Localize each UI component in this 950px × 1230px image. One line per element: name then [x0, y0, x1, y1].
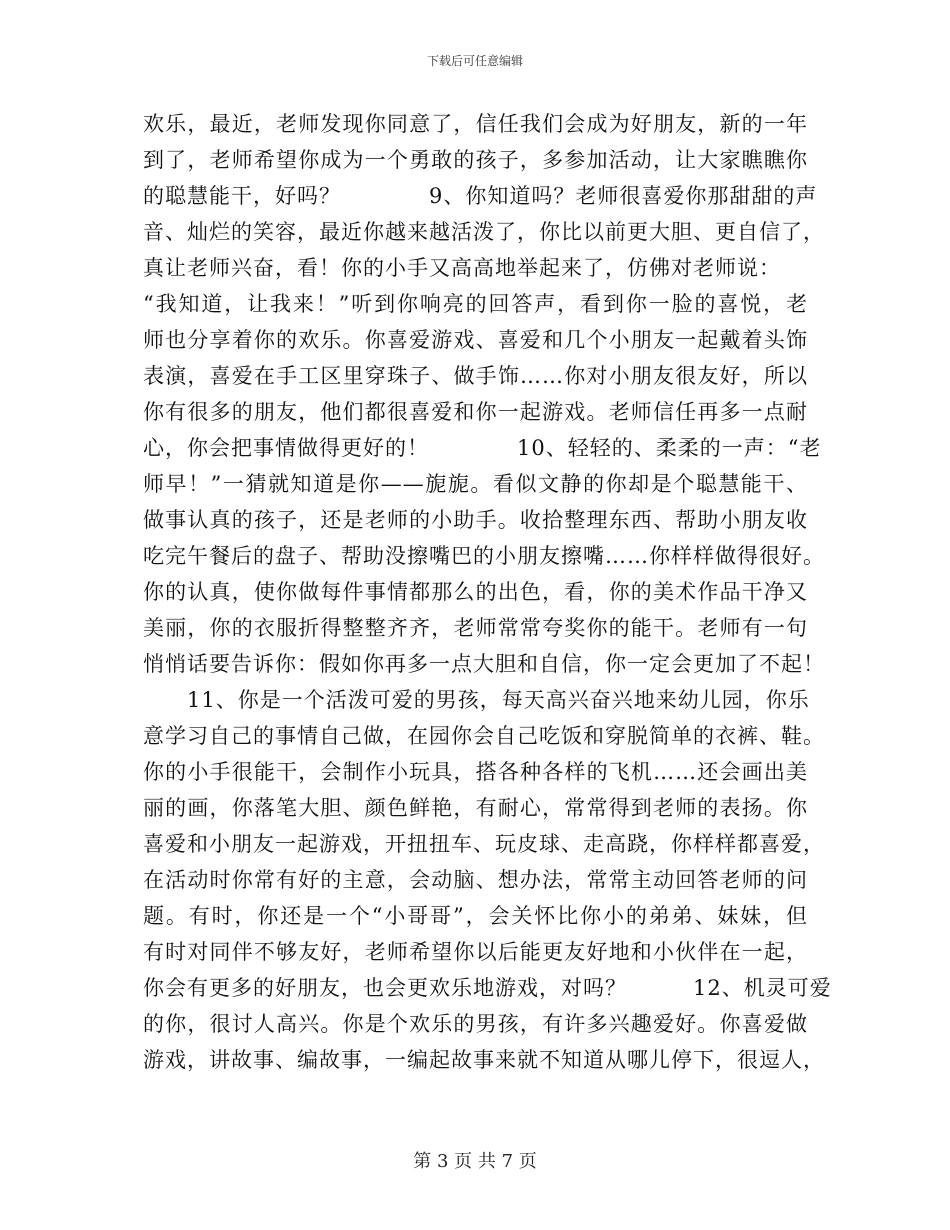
- text-line: 心，你会把事情做得更好的！ 10、轻轻的、柔柔的一声：“老: [143, 436, 822, 460]
- page-footer: 第 3 页 共 7 页: [413, 1151, 537, 1172]
- text-line: 欢乐，最近，老师发现你同意了，信任我们会成为好朋友，新的一年: [143, 112, 808, 136]
- text-line: 音、灿烂的笑容，最近你越来越活泼了，你比以前更大胆、更自信了，: [143, 220, 825, 244]
- text-line: 有时对同伴不够友好，老师希望你以后能更友好地和小伙伴在一起，: [143, 940, 808, 964]
- text-line: 的你，很讨人高兴。你是个欢乐的男孩，有许多兴趣爱好。你喜爱做: [143, 1012, 808, 1036]
- text-line: 你的小手很能干，会制作小玩具，搭各种各样的飞机……还会画出美: [143, 760, 808, 784]
- text-line: 在活动时你常有好的主意，会动脑、想办法，常常主动回答老师的问: [143, 868, 808, 892]
- text-line: 师也分享着你的欢乐。你喜爱游戏、喜爱和几个小朋友一起戴着头饰: [143, 328, 808, 352]
- text-line: 表演，喜爱在手工区里穿珠子、做手饰……你对小朋友很友好，所以: [143, 364, 808, 388]
- text-line: 喜爱和小朋友一起游戏，开扭扭车、玩皮球、走高跷，你样样都喜爱，: [143, 832, 825, 856]
- text-line: 题。有时，你还是一个“小哥哥”，会关怀比你小的弟弟、妹妹，但: [143, 904, 808, 928]
- text-line: 真让老师兴奋，看！你的小手又高高地举起来了，仿佛对老师说：: [143, 256, 781, 280]
- text-line: 你有很多的朋友，他们都很喜爱和你一起游戏。老师信任再多一点耐: [143, 400, 808, 424]
- text-line: 你会有更多的好朋友，也会更欢乐地游戏，对吗？ 12、机灵可爱: [143, 976, 832, 1000]
- text-line: 意学习自己的事情自己做，在园你会自己吃饭和穿脱简单的衣裤、鞋。: [143, 724, 825, 748]
- text-line: 丽的画，你落笔大胆、颜色鲜艳，有耐心，常常得到老师的表扬。你: [143, 796, 808, 820]
- text-line: 到了，老师希望你成为一个勇敢的孩子，多参加活动，让大家瞧瞧你: [143, 148, 808, 172]
- document-body: [143, 106, 832, 1078]
- text-line: “我知道，让我来！”听到你响亮的回答声，看到你一脸的喜悦，老: [143, 292, 808, 316]
- text-line: 11、你是一个活泼可爱的男孩，每天高兴奋兴地来幼儿园，你乐: [143, 688, 810, 712]
- text-line: 美丽，你的衣服折得整整齐齐，老师常常夸奖你的能干。老师有一句: [143, 616, 808, 640]
- text-line: 游戏，讲故事、编故事，一编起故事来就不知道从哪儿停下，很逗人，: [143, 1048, 825, 1072]
- text-line: 做事认真的孩子，还是老师的小助手。收拾整理东西、帮助小朋友收: [143, 508, 808, 532]
- text-line: 的聪慧能干，好吗？ 9、你知道吗？老师很喜爱你那甜甜的声: [143, 184, 818, 208]
- page-header: 下载后可任意编辑: [426, 54, 523, 68]
- text-line: 师早！”一猜就知道是你——旎旎。看似文静的你却是个聪慧能干、: [143, 472, 808, 496]
- text-line: 吃完午餐后的盘子、帮助没擦嘴巴的小朋友擦嘴……你样样做得很好。: [143, 544, 825, 568]
- text-line: 悄悄话要告诉你：假如你再多一点大胆和自信，你一定会更加了不起！: [143, 652, 825, 676]
- text-line: 你的认真，使你做每件事情都那么的出色，看，你的美术作品干净又: [143, 580, 808, 604]
